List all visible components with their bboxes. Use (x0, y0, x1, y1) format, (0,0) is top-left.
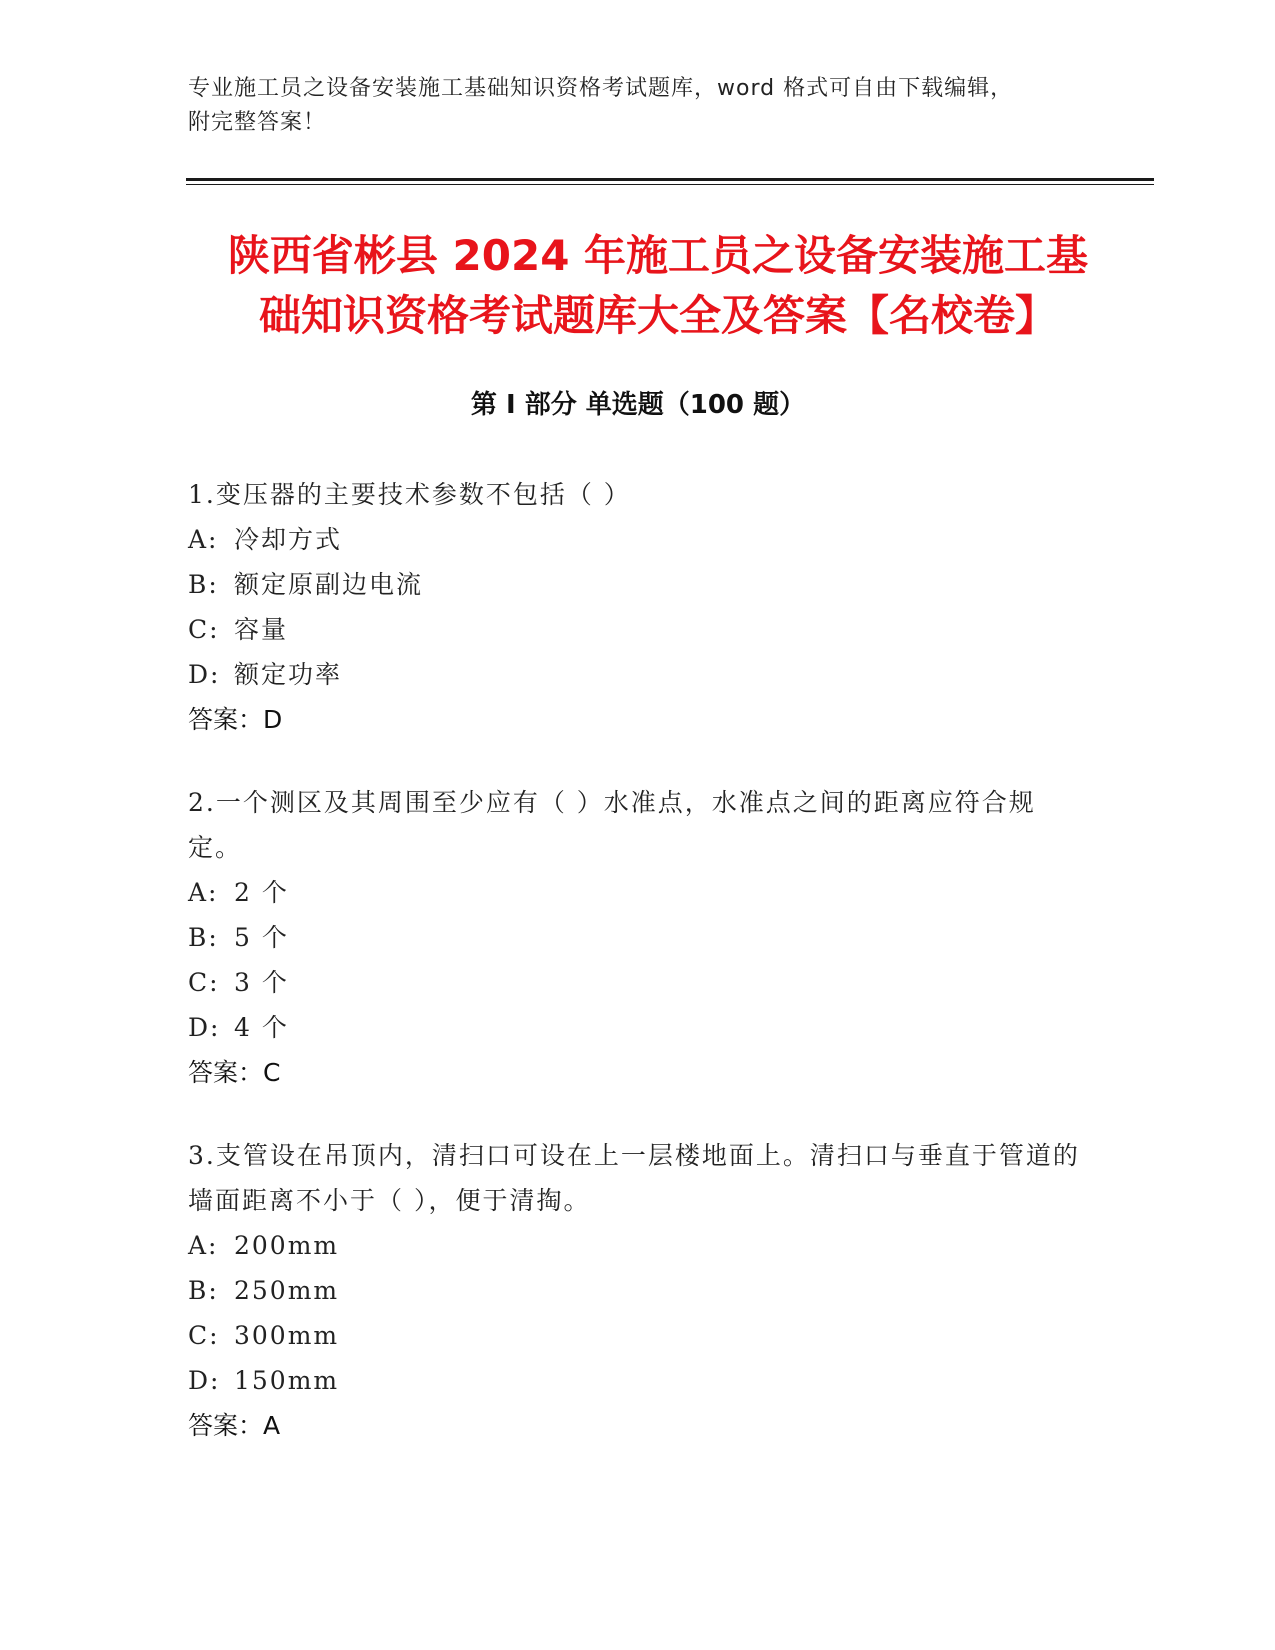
option-c (188, 960, 1088, 1005)
option-text: 3 个 (234, 968, 289, 997)
document-title (188, 226, 1128, 346)
option-text: 4 个 (234, 1013, 289, 1042)
header-note (188, 72, 1088, 140)
option-letter: A: (188, 878, 219, 907)
option-a (188, 870, 1088, 915)
option-letter: D: (188, 1366, 221, 1395)
option-letter: A: (188, 525, 219, 554)
option-text: 150mm (234, 1366, 340, 1395)
answer-line: 答案：A (188, 1411, 281, 1440)
option-text: 额定功率 (234, 660, 343, 689)
option-c (188, 1313, 1088, 1358)
option-d (188, 1358, 1088, 1403)
document-title-line-2: 础知识资格考试题库大全及答案【名校卷】 (258, 291, 1057, 340)
option-text: 250mm (234, 1276, 340, 1305)
option-letter: C: (188, 968, 220, 997)
header-divider-thin (186, 184, 1154, 185)
option-a (188, 1223, 1088, 1268)
answer-line: 答案：C (188, 1058, 281, 1087)
option-text: 额定原副边电流 (234, 570, 424, 599)
header-divider-thick (186, 178, 1154, 181)
document-title-line-1: 陕西省彬县 2024 年施工员之设备安装施工基 (227, 231, 1089, 280)
question-3 (188, 1133, 1088, 1448)
option-text: 200mm (234, 1231, 340, 1260)
header-note-line-2: 附完整答案！ (188, 110, 327, 135)
option-letter: C: (188, 1321, 220, 1350)
option-text: 冷却方式 (234, 525, 343, 554)
question-2 (188, 780, 1088, 1095)
option-letter: B: (188, 923, 219, 952)
option-text: 2 个 (234, 878, 289, 907)
option-letter: C: (188, 615, 220, 644)
option-letter: D: (188, 1013, 221, 1042)
option-b (188, 1268, 1088, 1313)
question-stem: 2.一个测区及其周围至少应有（ ）水准点，水准点之间的距离应符合规定。 (188, 788, 1036, 862)
option-a (188, 517, 1088, 562)
option-c (188, 607, 1088, 652)
answer-line: 答案：D (188, 705, 283, 734)
option-d (188, 1005, 1088, 1050)
question-list (188, 472, 1088, 1486)
option-d (188, 652, 1088, 697)
question-stem: 3.支管设在吊顶内，清扫口可设在上一层楼地面上。清扫口与垂直于管道的墙面距离不小于（ ），便于清掏。 (188, 1141, 1080, 1215)
option-text: 容量 (234, 615, 289, 644)
question-stem: 1.变压器的主要技术参数不包括（ ） (188, 480, 631, 509)
question-1 (188, 472, 1088, 742)
header-note-line-1: 专业施工员之设备安装施工基础知识资格考试题库，word 格式可自由下载编辑， (188, 76, 1014, 101)
option-letter: A: (188, 1231, 219, 1260)
option-b (188, 562, 1088, 607)
section-title: 第 I 部分 单选题（100 题） (470, 390, 806, 420)
option-text: 300mm (234, 1321, 340, 1350)
option-letter: D: (188, 660, 221, 689)
option-b (188, 915, 1088, 960)
option-letter: B: (188, 570, 219, 599)
option-text: 5 个 (234, 923, 289, 952)
option-letter: B: (188, 1276, 219, 1305)
